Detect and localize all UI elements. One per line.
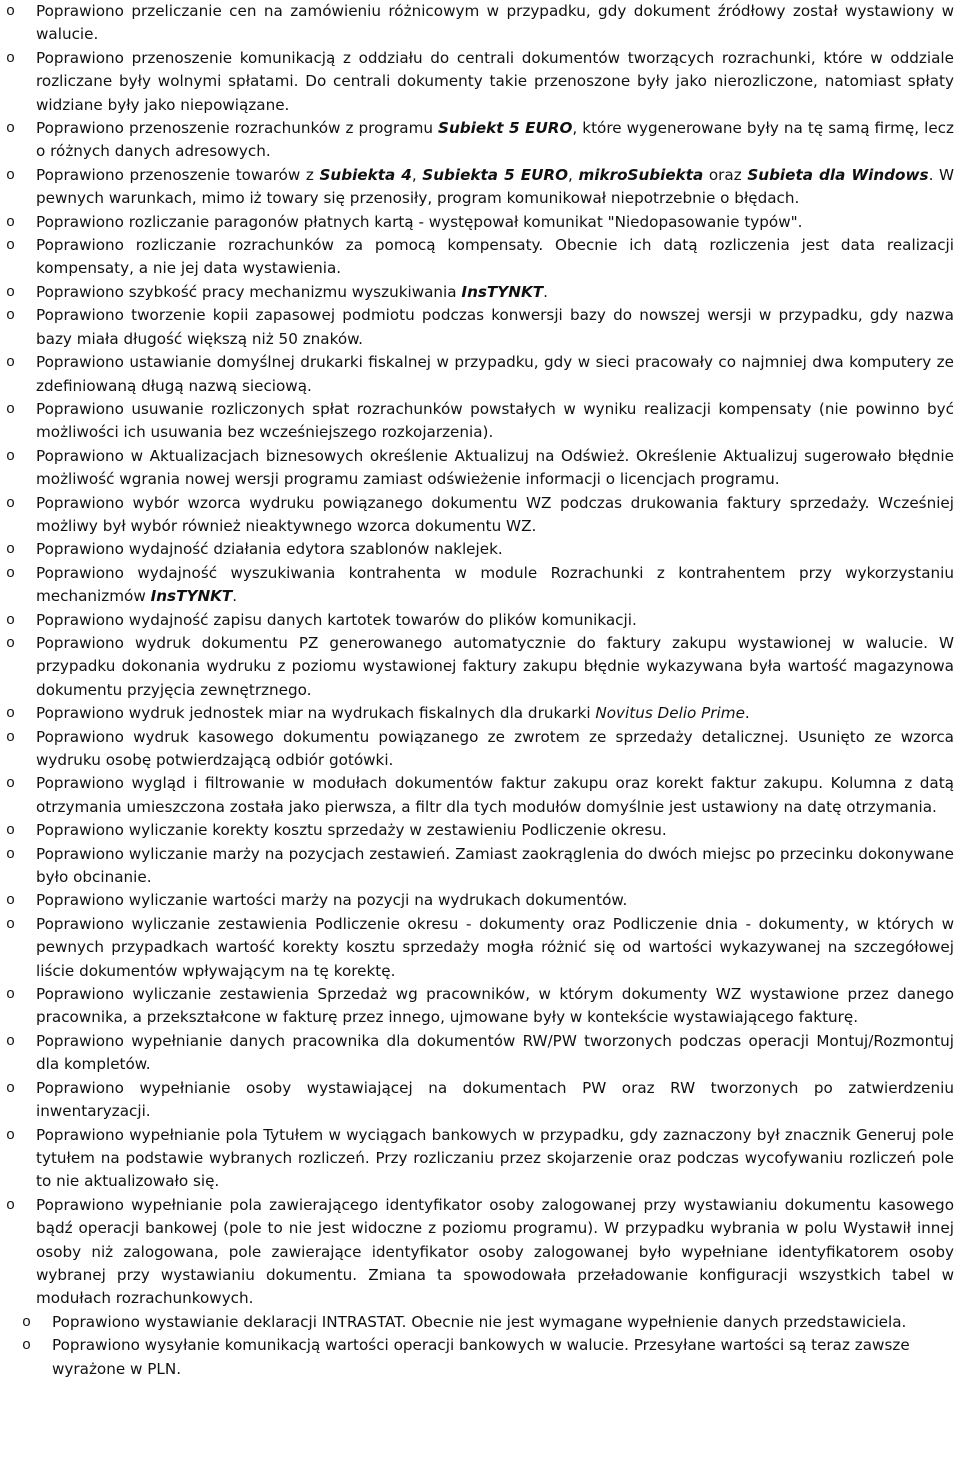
bullet-icon: o bbox=[6, 705, 16, 723]
list-item bbox=[6, 211, 954, 234]
item-text: Poprawiono przenoszenie towarów z bbox=[36, 165, 320, 184]
list-item bbox=[6, 889, 954, 912]
list-item bbox=[6, 1077, 954, 1124]
list-item bbox=[6, 445, 954, 492]
bullet-icon: o bbox=[6, 541, 16, 559]
item-text: Poprawiono przenoszenie komunikacją z oddziału do centrali dokumentów tworzących rozrachunki, które w oddziale rozliczane były wolnymi spłatami. bbox=[36, 48, 954, 91]
list-item bbox=[6, 1030, 954, 1077]
bullet-icon: o bbox=[6, 915, 16, 933]
item-text: Poprawiono przeliczanie cen na zamówieniu różnicowym w przypadku, gdy dokument źródłowy został wystawiony w walucie. bbox=[36, 2, 954, 44]
list-item bbox=[6, 117, 954, 164]
bullet-icon: o bbox=[6, 283, 16, 301]
product-name: Subiekt 5 EURO bbox=[438, 119, 573, 138]
item-text: Poprawiono wypełnianie pola zawierającego identyfikator osoby zalogowanej przy wystawianiu dokumentu kasowego bądź operacji bankowej (pole to nie jest widoczne z poziomu programu). W przypadku wybrania w polu Wystawił innej osoby niż zalogowana, pole zawierające identyfikator osoby zalogowanej było wypełniane identyfikatorem osoby wybranej przy wystawianiu dokumentu. Zmiana ta spowodowała przeładowanie konfiguracji wszystkich tabel w modułach rozrachunkowych. bbox=[36, 1195, 954, 1308]
list-item bbox=[6, 983, 954, 1030]
list-item bbox=[6, 843, 954, 890]
list-item bbox=[22, 1311, 920, 1334]
item-text: Poprawiono wysyłanie komunikacją wartości operacji bankowych w walucie. Przesyłane wartości są teraz zawsze wyrażone w PLN. bbox=[52, 1336, 910, 1378]
bullet-icon: o bbox=[6, 822, 16, 840]
bullet-icon: o bbox=[6, 892, 16, 910]
item-text: Poprawiono wyliczanie korekty kosztu sprzedaży w zestawieniu Podliczenie okresu. bbox=[36, 821, 667, 840]
bullet-icon: o bbox=[6, 845, 16, 863]
bullet-icon: o bbox=[6, 213, 16, 231]
bullet-icon: o bbox=[6, 1079, 16, 1097]
item-text: Poprawiono wyliczanie marży na pozycjach zestawień. Zamiast zaokrąglenia do dwóch miejsc po przecinku dokonywane było obcinanie. bbox=[36, 844, 954, 887]
item-text: Poprawiono usuwanie rozliczonych spłat rozrachunków powstałych w wyniku realizacji kompensaty (nie powinno być możliwości ich usuwania bez wcześniejszego rozkojarzenia). bbox=[36, 399, 954, 442]
item-text: Poprawiono wydajność działania edytora szablonów naklejek. bbox=[36, 540, 503, 559]
product-name: Subieta dla Windows bbox=[747, 165, 929, 184]
item-text: Poprawiono w Aktualizacjach biznesowych określenie Aktualizuj na Odśwież. Określenie Aktualizuj sugerowało błędnie możliwość wgrania nowej wersji programu zamiast odświeżenie informacji o licencjach programu. bbox=[36, 446, 954, 489]
item-text: Poprawiono wygląd i filtrowanie w modułach dokumentów faktur zakupu oraz korekt faktur zakupu. Kolumna z datą otrzymania umieszczona została jako pierwsza, a filtr dla tych modułów domyślnie jest ustawiony na datę otrzymania. bbox=[36, 774, 954, 816]
list-item bbox=[6, 1124, 954, 1194]
item-text: Poprawiono wyliczanie zestawienia Sprzedaż wg pracowników, w którym dokumenty WZ wystawione przez danego pracownika, a przekształcone w fakturę przez innego, ujmowane były w kontekście wystawiającego fakturę. bbox=[36, 985, 954, 1027]
list-item bbox=[6, 538, 954, 561]
product-name: InsTYNKT bbox=[150, 587, 233, 606]
item-text: . bbox=[232, 587, 238, 606]
item-text: oraz bbox=[703, 165, 748, 184]
list-item bbox=[6, 609, 954, 632]
bullet-icon: o bbox=[6, 49, 16, 67]
bullet-icon: o bbox=[6, 564, 16, 582]
item-text: Poprawiono ustawianie domyślnej drukarki fiskalnej w przypadku, gdy w sieci pracowały co najmniej dwa komputery ze zdefiniowaną długą nazwą sieciową. bbox=[36, 353, 954, 395]
item-text: Poprawiono tworzenie kopii zapasowej podmiotu podczas konwersji bazy do nowszej wersji w przypadku, gdy nazwa bazy miała długość większą niż 50 znaków. bbox=[36, 306, 954, 348]
item-text: Poprawiono wypełnianie osoby wystawiającej na dokumentach PW oraz RW tworzonych po zatwierdzeniu inwentaryzacji. bbox=[36, 1078, 954, 1121]
item-text: Poprawiono rozliczanie rozrachunków za pomocą kompensaty. Obecnie ich datą rozliczenia jest data realizacji kompensaty, a nie jej data wystawienia. bbox=[36, 236, 954, 278]
bullet-icon: o bbox=[6, 611, 16, 629]
bullet-icon: o bbox=[6, 775, 16, 793]
list-item bbox=[6, 0, 954, 47]
bullet-icon: o bbox=[6, 986, 16, 1004]
item-text: Poprawiono wydruk jednostek miar na wydrukach fiskalnych dla drukarki bbox=[36, 704, 596, 723]
list-item bbox=[6, 1194, 954, 1311]
product-name: Subiekta 4 bbox=[319, 165, 412, 184]
item-text: Poprawiono wyliczanie zestawienia Podliczenie okresu - dokumenty oraz Podliczenie dnia - dokumenty, w których w pewnych przypadkach wartość korekty kosztu sprzedaży mogła różnić się od wartości wykazywanej na szczegółowej liście dokumentów wpływającym na tę korektę. bbox=[36, 914, 954, 980]
bullet-icon: o bbox=[6, 400, 16, 418]
item-text: Poprawiono wydruk dokumentu PZ generowanego automatycznie do faktury zakupu wystawionej w walucie. W przypadku dokonania wydruku z poziomu wystawionej faktury zakupu błędnie wykazywana była wartość magazynowa dokumentu przyjęcia zewnętrznego. bbox=[36, 633, 954, 699]
item-text: Poprawiono przenoszenie rozrachunków z programu bbox=[36, 119, 439, 138]
bullet-icon: o bbox=[6, 166, 16, 184]
bullet-icon: o bbox=[6, 728, 16, 746]
item-text: Poprawiono wydruk kasowego dokumentu powiązanego ze zwrotem ze sprzedaży detalicznej. Usunięto ze wzorca wydruku osobę potwierdzającą odbiór gotówki. bbox=[36, 727, 954, 769]
item-text: , bbox=[411, 165, 423, 184]
bullet-icon: o bbox=[6, 354, 16, 372]
list-item bbox=[6, 492, 954, 539]
item-text: . W pewnych warunkach, mimo iż towary się przenosiły, program komunikował niepotrzebnie o błędach. bbox=[36, 165, 955, 208]
item-text: , które wygenerowane były na tę samą firmę, lecz o różnych danych adresowych. bbox=[36, 119, 954, 161]
list-item bbox=[6, 398, 954, 445]
bullet-icon: o bbox=[6, 447, 16, 465]
item-text: Poprawiono wypełnianie pola Tytułem w wyciągach bankowych w przypadku, gdy zaznaczony był znacznik Generuj pole tytułem na podstawie wybranych rozliczeń. Przy rozliczaniu przez skojarzenie oraz podczas wycofywaniu rozliczeń pole to nie aktualizowało się. bbox=[36, 1125, 954, 1191]
bullet-icon: o bbox=[6, 120, 16, 138]
bullet-icon: o bbox=[22, 1313, 32, 1331]
list-item bbox=[6, 47, 955, 117]
product-name: mikroSubiekta bbox=[578, 165, 704, 184]
bullet-icon: o bbox=[6, 3, 16, 20]
bullet-icon: o bbox=[6, 1196, 16, 1214]
bullet-icon: o bbox=[6, 307, 16, 325]
bullet-icon: o bbox=[6, 1032, 16, 1050]
list-item bbox=[6, 632, 954, 702]
item-text: Poprawiono szybkość pracy mechanizmu wyszukiwania bbox=[36, 282, 462, 301]
device-name: Novitus Delio Prime bbox=[595, 704, 745, 723]
list-item bbox=[6, 234, 954, 281]
list-item bbox=[6, 702, 954, 725]
list-item bbox=[6, 304, 954, 351]
item-text: Poprawiono rozliczanie paragonów płatnych kartą - występował komunikat "Niedopasowanie typów". bbox=[36, 212, 803, 231]
item-text: Poprawiono wydajność wyszukiwania kontrahenta w module Rozrachunki z kontrahentem przy wykorzystaniu mechanizmów bbox=[36, 563, 954, 606]
list-item bbox=[6, 351, 954, 398]
list-item bbox=[6, 562, 954, 609]
list-item bbox=[6, 913, 954, 983]
bullet-icon: o bbox=[6, 494, 16, 512]
item-text: Poprawiono wyliczanie wartości marży na pozycji na wydrukach dokumentów. bbox=[36, 891, 628, 910]
product-name: InsTYNKT bbox=[461, 282, 544, 301]
list-item bbox=[6, 726, 954, 773]
item-text: . bbox=[744, 704, 750, 723]
list-item bbox=[6, 164, 955, 211]
product-name: Subiekta 5 EURO bbox=[422, 165, 569, 184]
list-item bbox=[6, 772, 954, 819]
item-text: Poprawiono wybór wzorca wydruku powiązanego dokumentu WZ podczas drukowania faktury sprzedaży. Wcześniej możliwy był wybór również nieaktywnego wzorca dokumentu WZ. bbox=[36, 493, 954, 535]
item-text: , bbox=[568, 165, 579, 184]
item-text: Poprawiono wystawianie deklaracji INTRASTAT. Obecnie nie jest wymagane wypełnienie danych przedstawiciela. bbox=[52, 1312, 907, 1331]
bullet-icon: o bbox=[22, 1337, 32, 1355]
bullet-icon: o bbox=[6, 1126, 16, 1144]
item-text: Do centrali dokumenty takie przenoszone były jako nierozliczone, natomiast spłaty widziane były jako niepowiązane. bbox=[36, 72, 955, 114]
item-text: Poprawiono wypełnianie danych pracownika dla dokumentów RW/PW tworzonych podczas operacji Montuj/Rozmontuj dla kompletów. bbox=[36, 1031, 954, 1074]
item-text: . bbox=[543, 282, 548, 301]
list-item bbox=[6, 819, 954, 842]
bullet-icon: o bbox=[6, 634, 16, 652]
list-item bbox=[22, 1334, 920, 1381]
bullet-icon: o bbox=[6, 237, 16, 255]
item-text: Poprawiono wydajność zapisu danych kartotek towarów do plików komunikacji. bbox=[36, 610, 637, 629]
list-item bbox=[6, 281, 954, 304]
